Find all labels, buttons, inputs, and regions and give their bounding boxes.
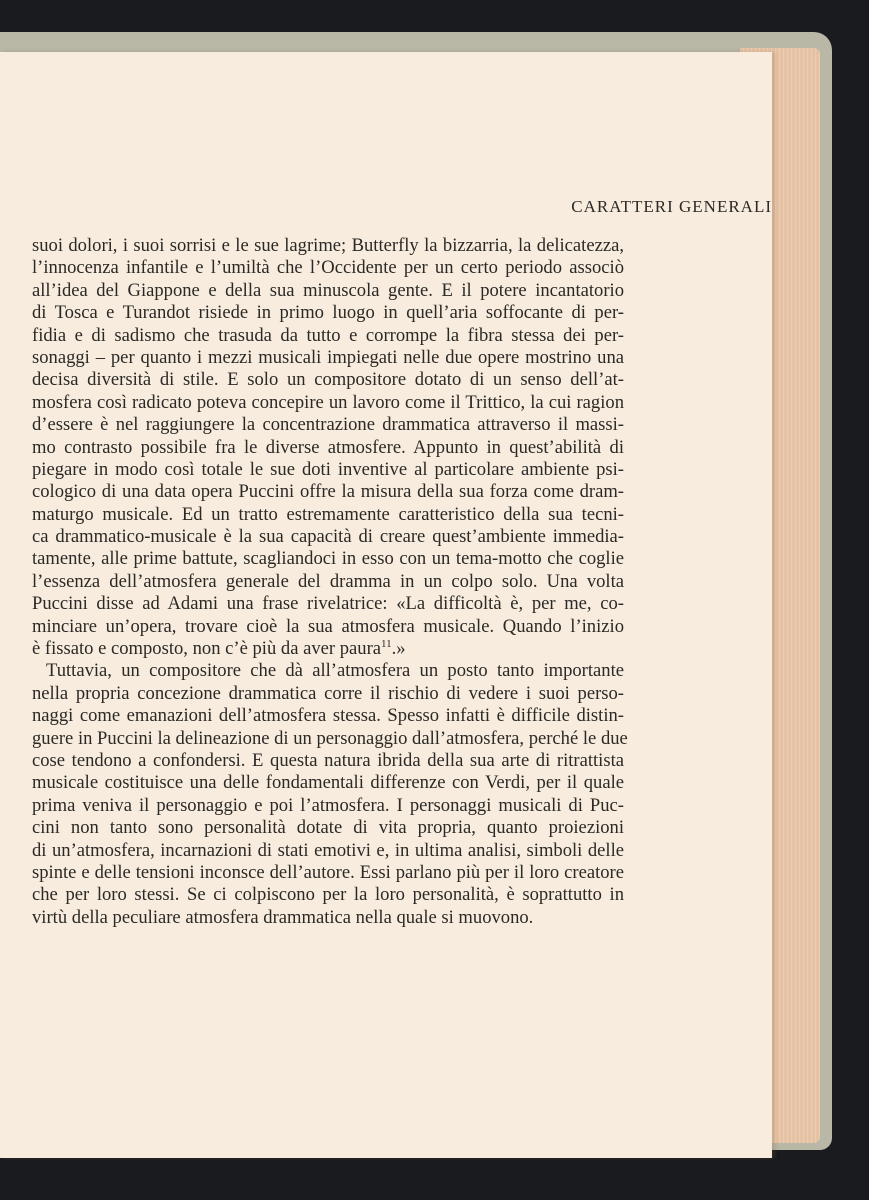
text-line-last: virtù della peculiare atmosfera drammatica nella quale si muovono. [32,906,534,928]
text-line: l’essenza dell’atmosfera generale del dramma in un colpo solo. Una volta [32,570,624,592]
closing-quote: .» [391,638,406,660]
text-line: suoi dolori, i suoi sorrisi e le sue lagrime; Butterfly la bizzarria, la delicatezza, [32,235,624,256]
text-line: fidia e di sadismo che trasuda da tutto e corrompe la fibra stessa dei per- [32,324,624,346]
text-line-content: è fissato e composto, non c’è più da aver paura [32,638,382,660]
text-line: d’essere è nel raggiungere la concentrazione drammatica attraverso il massi- [32,414,624,436]
text-line-indented: Tuttavia, un compositore che dà all’atmosfera un posto tanto importante [46,660,624,682]
text-line: ca drammatico-musicale è la sua capacità di creare quest’ambiente immedia- [32,526,624,548]
text-line: maturgo musicale. Ed un tratto estremamente caratteristico della sua tecni- [32,503,624,525]
text-line: decisa diversità di stile. E solo un compositore dotato di un senso dell’at- [32,369,624,391]
footnote-reference: 11 [381,637,392,650]
body-text [32,235,628,929]
text-line: all’idea del Giappone e della sua minuscola gente. E il potere incantatorio [32,279,624,301]
text-line: mosfera così radicato poteva concepire un lavoro come il Trittico, la cui ragion [32,391,624,413]
text-line: minciare un’opera, trovare cioè la sua atmosfera musicale. Quando l’inizio [32,615,624,637]
text-line: nella propria concezione drammatica corre il rischio di vedere i suoi perso- [32,682,624,704]
text-line: naggi come emanazioni dell’atmosfera stessa. Spesso infatti è difficile distin- [32,705,624,727]
running-header: CARATTERI GENERALI [571,197,772,216]
text-line: tamente, alle prime battute, scagliandoci in esso con un tema-motto che coglie [32,548,624,570]
text-line: che per loro stessi. Se ci colpiscono per la loro personalità, è soprattutto in [32,884,624,906]
text-line: guere in Puccini la delineazione di un personaggio dall’atmosfera, perché le due [32,727,628,749]
text-line: cologico di una data opera Puccini offre la misura della sua forza come dram- [32,481,624,503]
text-line: prima veniva il personaggio e poi l’atmosfera. I personaggi musicali di Puc- [32,794,624,816]
text-line: musicale costituisce una delle fondamentali differenze con Verdi, per il quale [32,772,624,794]
text-line: cini non tanto sono personalità dotate di vita propria, quanto proiezioni [32,817,624,839]
text-line: mo contrasto possibile fra le diverse atmosfere. Appunto in quest’abilità di [32,436,624,458]
text-line: piegare in modo così totale le sue doti inventive al particolare ambiente psi- [32,458,624,480]
text-line: di un’atmosfera, incarnazioni di stati emotivi e, in ultima analisi, simboli delle [32,839,624,861]
text-line: sonaggi – per quanto i mezzi musicali impiegati nelle due opere mostrino una [32,346,624,368]
text-line: spinte e delle tensioni inconsce dell’autore. Essi parlano più per il loro creatore [32,861,624,883]
text-line: di Tosca e Turandot risiede in primo luogo in quell’aria soffocante di per- [32,302,624,324]
book-page [0,52,772,1158]
text-line: l’innocenza infantile e l’umiltà che l’Occidente per un certo periodo associò [32,257,624,279]
text-line-last [32,638,624,660]
text-line: cose tendono a confondersi. E questa natura ibrida della sua arte di ritrattista [32,749,624,771]
text-line: Puccini disse ad Adami una frase rivelatrice: «La difficoltà è, per me, co- [32,593,624,615]
